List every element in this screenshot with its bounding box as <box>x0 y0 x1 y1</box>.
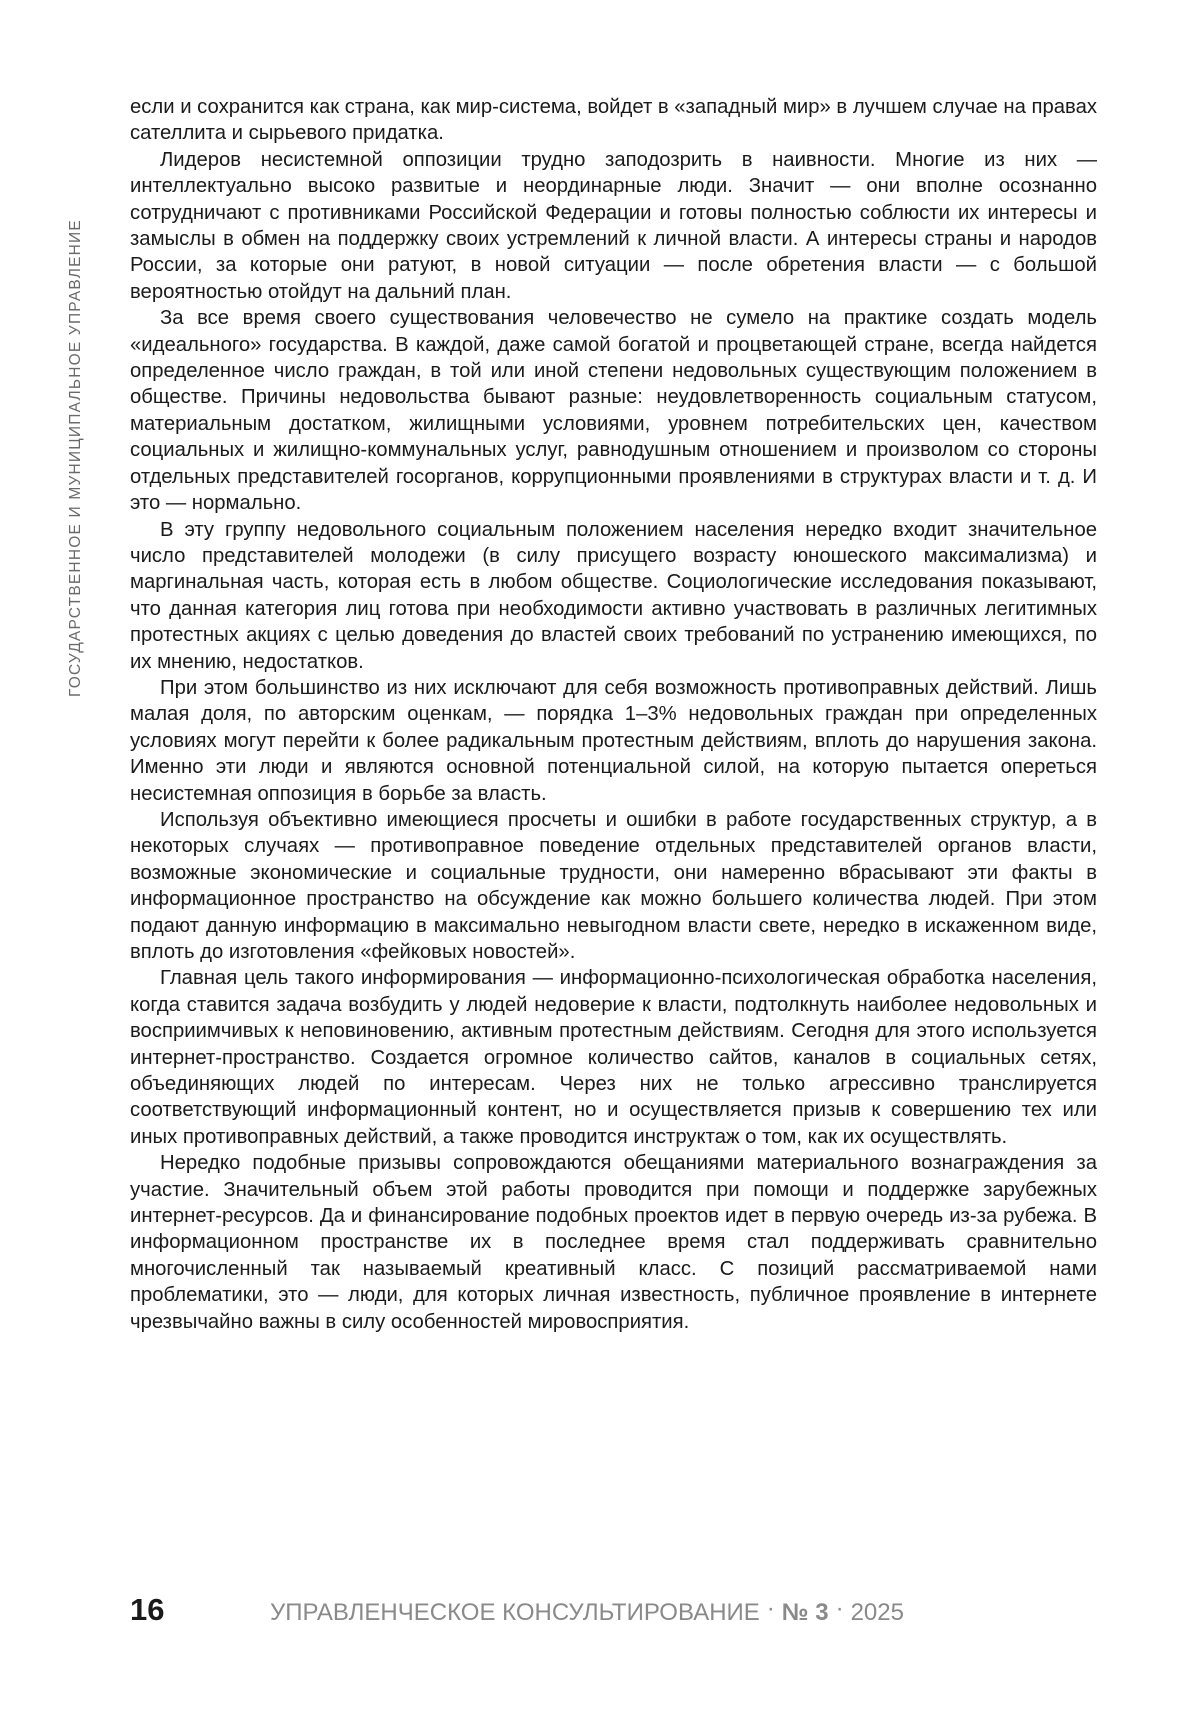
paragraph-3: За все время своего существования человечество не сумело на практике создать модель «идеального» государства. В каждой, даже самой богатой и процветающей стране, всегда найдется определенное число граждан, в той или иной степени недовольных существующим положением в обществе. Причины недовольства бывают разные: неудовлетворенность социальным статусом, материальным достатком, жилищными условиями, уровнем потребительских цен, качеством социальных и жилищно-коммунальных услуг, равнодушным отношением и произволом со стороны отдельных представителей госорганов, коррупционными проявлениями в структурах власти и т. д. И это — нормально. <box>130 305 1097 516</box>
page-footer <box>130 1592 1097 1632</box>
paragraph-7: Главная цель такого информирования — информационно-психологическая обработка населения, когда ставится задача возбудить у людей недоверие к власти, подтолкнуть наиболее недовольных и восприимчивых к неповиновению, активным протестным действиям. Сегодня для этого используется интернет-пространство. Создается огромное количество сайтов, каналов в социальных сетях, объединяющих людей по интересам. Через них не только агрессивно транслируется соответствующий информационный контент, но и осуществляется призыв к совершению тех или иных противоправных действий, а также проводится инструктаж о том, как их осуществлять. <box>130 965 1097 1150</box>
issue-number: № 3 <box>782 1599 829 1627</box>
footer-separator-1: · <box>767 1595 775 1623</box>
running-head-text: ГОСУДАРСТВЕННОЕ И МУНИЦИПАЛЬНОЕ УПРАВЛЕНИЕ <box>67 219 85 697</box>
paragraph-5: При этом большинство из них исключают для себя возможность противоправных действий. Лишь малая доля, по авторским оценкам, — порядка 1–3% недовольных граждан при определенных условиях могут перейти к более радикальным протестным действиям, вплоть до нарушения закона. Именно эти люди и являются основной потенциальной силой, на которую пытается опереться несистемная оппозиция в борьбе за власть. <box>130 675 1097 807</box>
article-body <box>130 94 1097 1335</box>
paragraph-8: Нередко подобные призывы сопровождаются обещаниями материального вознаграждения за участие. Значительный объем этой работы проводится при помощи и поддержке зарубежных интернет-ресурсов. Да и финансирование подобных проектов идет в первую очередь из-за рубежа. В информационном пространстве их в последнее время стал поддерживать сравнительно многочисленный так называемый креативный класс. С позиций рассматриваемой нами проблематики, это — люди, для которых личная известность, публичное проявление в интернете чрезвычайно важны в силу особенностей мировосприятия. <box>130 1150 1097 1335</box>
issue-year: 2025 <box>851 1599 904 1627</box>
paragraph-6: Используя объективно имеющиеся просчеты и ошибки в работе государственных структур, а в некоторых случаях — противоправное поведение отдельных представителей органов власти, возможные экономические и социальные трудности, они намеренно вбрасывают эти факты в информационное пространство на обсуждение как можно большего количества людей. При этом подают данную информацию в максимально невыгодном власти свете, нередко в искаженном виде, вплоть до изготовления «фейковых новостей». <box>130 807 1097 965</box>
paragraph-1: если и сохранится как страна, как мир-система, войдет в «западный мир» в лучшем случае на правах сателлита и сырьевого придатка. <box>130 94 1097 147</box>
paragraph-2: Лидеров несистемной оппозиции трудно заподозрить в наивности. Многие из них — интеллектуально высоко развитые и неординарные люди. Значит — они вполне осознанно сотрудничают с противниками Российской Федерации и готовы полностью соблюсти их интересы и замыслы в обмен на поддержку своих устремлений к личной власти. А интересы страны и народов России, за которые они ратуют, в новой ситуации — после обретения власти — с большой вероятностью отойдут на дальний план. <box>130 147 1097 305</box>
footer-separator-2: · <box>836 1595 844 1623</box>
paragraph-4: В эту группу недовольного социальным положением населения нередко входит значительное число представителей молодежи (в силу присущего возрасту юношеского максимализма) и маргинальная часть, которая есть в любом обществе. Социологические исследования показывают, что данная категория лиц готова при необходимости активно участвовать в различных легитимных протестных акциях с целью доведения до властей своих требований по устранению имеющихся, по их мнению, недостатков. <box>130 517 1097 675</box>
running-head <box>65 97 87 697</box>
journal-name: УПРАВЛЕНЧЕСКОЕ КОНСУЛЬТИРОВАНИЕ <box>270 1599 760 1627</box>
page-number: 16 <box>130 1592 270 1628</box>
